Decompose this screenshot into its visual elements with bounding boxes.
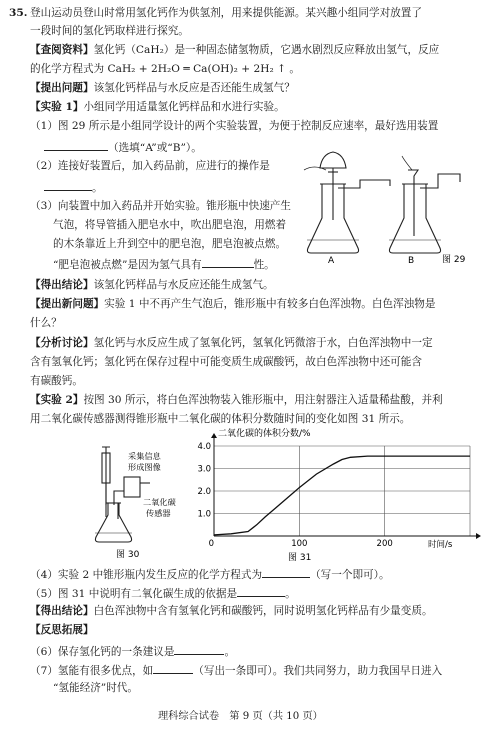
q7-line-1 — [30, 663, 442, 678]
figure-29 — [300, 140, 470, 265]
x-axis-arrow — [476, 533, 481, 539]
conclusion1-line — [30, 279, 274, 292]
chart-ticks — [197, 442, 392, 549]
fig29-label-a: A — [328, 256, 335, 265]
x-tick-label-1: 100 — [291, 539, 308, 549]
analysis-tag: 【分析讨论】 — [30, 337, 94, 349]
conclusion2-text: 白色浑浊物中含有氢氧化钙和碳酸钙，同时说明氢化钙样品有少量变质。 — [93, 605, 433, 617]
problem1-line — [30, 82, 295, 95]
funnel-tube-icon — [408, 170, 418, 236]
exp1-tag: 【实验 1】 — [30, 101, 84, 113]
q5-text: （5）图 31 中说明有二氧化碳生成的依据是 — [30, 588, 238, 600]
q5-line — [30, 586, 296, 601]
chart-ylabel: 二氧化碳的体积分数/% — [218, 429, 311, 439]
problem2-text-1: 实验 1 中不再产生气泡后，锥形瓶中有较多白色浑浊物。白色浑浊物是 — [104, 298, 436, 310]
y-tick-label-2: 3.0 — [197, 464, 211, 475]
fig30-label-sensor-1: 二氧化碳 — [143, 497, 176, 507]
fig30-label-collect: 采集信息 — [128, 451, 161, 461]
separatory-funnel-icon — [320, 152, 346, 168]
analysis-text-1: 氢化钙与水反应生成了氢氧化钙，氢氧化钙微溶于水，白色浑浊物中一定 — [93, 337, 433, 349]
q6-text-after: 。 — [224, 646, 236, 658]
sensor-box-icon — [124, 477, 140, 497]
q3-line-4-text: “肥皂泡被点燃”是因为氢气具有 — [53, 259, 202, 271]
q4-text: （4）实验 2 中锥形瓶内发生反应的化学方程式为 — [30, 569, 263, 581]
q3-line-3: 的木条靠近上升到空中的肥皂泡，肥皂泡被点燃。 — [53, 238, 287, 250]
q3-answer-blank[interactable] — [202, 257, 254, 268]
q2-answer-blank[interactable] — [44, 180, 92, 191]
q2-line-2 — [44, 180, 103, 195]
y-tick-label-0: 1.0 — [197, 509, 211, 520]
q4-text-after: （写一个即可）。 — [310, 569, 390, 581]
fig30-label-sensor-2: 传感器 — [146, 508, 171, 518]
q6-line — [30, 644, 235, 659]
flask-b-icon — [389, 184, 440, 253]
analysis-line-3: 有碳酸钙。 — [30, 375, 83, 387]
lookup-tag: 【查阅资料】 — [30, 44, 94, 56]
conclusion2-tag: 【得出结论】 — [30, 605, 94, 617]
x-tick-label-2: 200 — [376, 539, 393, 549]
x-tick-label-0: 0 — [208, 539, 214, 549]
q1-line-2 — [44, 140, 202, 155]
q5-text-after: 。 — [285, 588, 296, 600]
problem2-line-1 — [30, 298, 435, 311]
problem1-tag: 【提出问题】 — [30, 82, 94, 94]
intro-line-2: 一段时间的氢化钙取样进行探究。 — [30, 25, 189, 37]
lookup-text-1: 氢化钙（CaH₂）是一种固态储氢物质，它遇水剧烈反应释放出氢气，反应 — [93, 44, 440, 56]
q2-line-2-text: 。 — [92, 182, 103, 194]
figure-30 — [88, 445, 198, 560]
q7-text: （7）氢能有很多优点，如 — [30, 665, 154, 677]
reflection-tag: 【反思拓展】 — [30, 624, 94, 636]
q1-line-1: （1）图 29 所示是小组同学设计的两个实验装置，为便于控制反应速率，最好选用装置 — [30, 120, 439, 132]
q4-answer-blank[interactable] — [262, 567, 310, 578]
flask-30-icon — [95, 503, 131, 542]
exp2-tag: 【实验 2】 — [30, 394, 84, 406]
co2-series-line — [214, 456, 470, 535]
problem1-text: 该氢化钙样品与水反应是否还能生成氢气？ — [93, 82, 295, 94]
analysis-line-1 — [30, 337, 433, 350]
exp2-text-1: 按图 30 所示，将白色浑浊物装入锥形瓶中，用注射器注入适量稀盐酸，并利 — [83, 394, 443, 406]
lookup-line-2: 的化学方程式为 CaH₂ + 2H₂O ═ Ca(OH)₂ + 2H₂ ↑ 。 — [30, 63, 300, 75]
problem2-line-2: 什么？ — [30, 317, 62, 329]
y-tick-label-3: 4.0 — [197, 442, 211, 452]
fig30-label-form: 形成图像 — [128, 462, 161, 472]
q1-answer-blank[interactable] — [44, 140, 108, 151]
chart-caption: 图 31 — [288, 553, 312, 563]
q7-line-2: “氢能经济”时代。 — [53, 682, 138, 694]
exp2-line-1 — [30, 394, 443, 407]
conclusion1-tag: 【得出结论】 — [30, 279, 94, 291]
q3-line-2: 气泡，将导管插入肥皂水中，吹出肥皂泡，用燃着 — [53, 219, 287, 231]
exp1-text: 小组同学用适量氢化钙样品和水进行实验。 — [83, 101, 285, 113]
exp2-line-2: 用二氧化碳传感器测得锥形瓶中二氧化碳的体积分数随时间的变化如图 31 所示。 — [30, 413, 411, 425]
figure-31-chart — [188, 426, 483, 566]
fig30-caption: 图 30 — [116, 550, 140, 560]
q5-answer-blank[interactable] — [237, 586, 285, 597]
conclusion2-line — [30, 605, 433, 618]
conclusion1-text: 该氢化钙样品与水反应还能生成氢气。 — [93, 279, 274, 291]
intro-line-1: 登山运动员登山时常用氢化钙作为供氢剂，用来提供能源。某兴趣小组同学对放置了 — [30, 7, 422, 19]
y-tick-label-1: 2.0 — [197, 487, 211, 497]
chart-xlabel: 时间/s — [428, 540, 453, 550]
q3-line-1: （3）向装置中加入药品并开始实验。锥形瓶中快速产生 — [30, 200, 291, 212]
q7-answer-blank[interactable] — [153, 663, 193, 674]
y-axis-arrow — [211, 433, 217, 438]
q2-line-1: （2）连接好装置后，加入药品前，应进行的操作是 — [30, 160, 270, 172]
lookup-line-1 — [30, 44, 439, 57]
exp1-line — [30, 101, 285, 114]
question-number: 35. — [9, 7, 28, 19]
q1-line-2-text: （选填“A”或“B”）。 — [108, 142, 202, 154]
page-footer: 理科综合试卷 第 9 页（共 10 页） — [158, 711, 323, 722]
fig29-caption: 图 29 — [442, 255, 466, 265]
analysis-line-2: 含有氢氧化钙；氢化钙在保存过程中可能变质生成碳酸钙，故白色浑浊物中还可能含 — [30, 356, 422, 368]
q3-line-4 — [53, 257, 275, 272]
chart-axes — [211, 433, 481, 539]
q6-answer-blank[interactable] — [174, 644, 224, 655]
fig29-label-b: B — [408, 256, 415, 265]
q3-line-4-end: 性。 — [253, 259, 275, 271]
q4-line — [30, 567, 390, 582]
q6-text: （6）保存氢化钙的一条建议是 — [30, 646, 175, 658]
q7-text-after: （写出一条即可）。我们共同努力，助力我国早日进入 — [193, 665, 443, 677]
problem2-tag: 【提出新问题】 — [30, 298, 105, 310]
